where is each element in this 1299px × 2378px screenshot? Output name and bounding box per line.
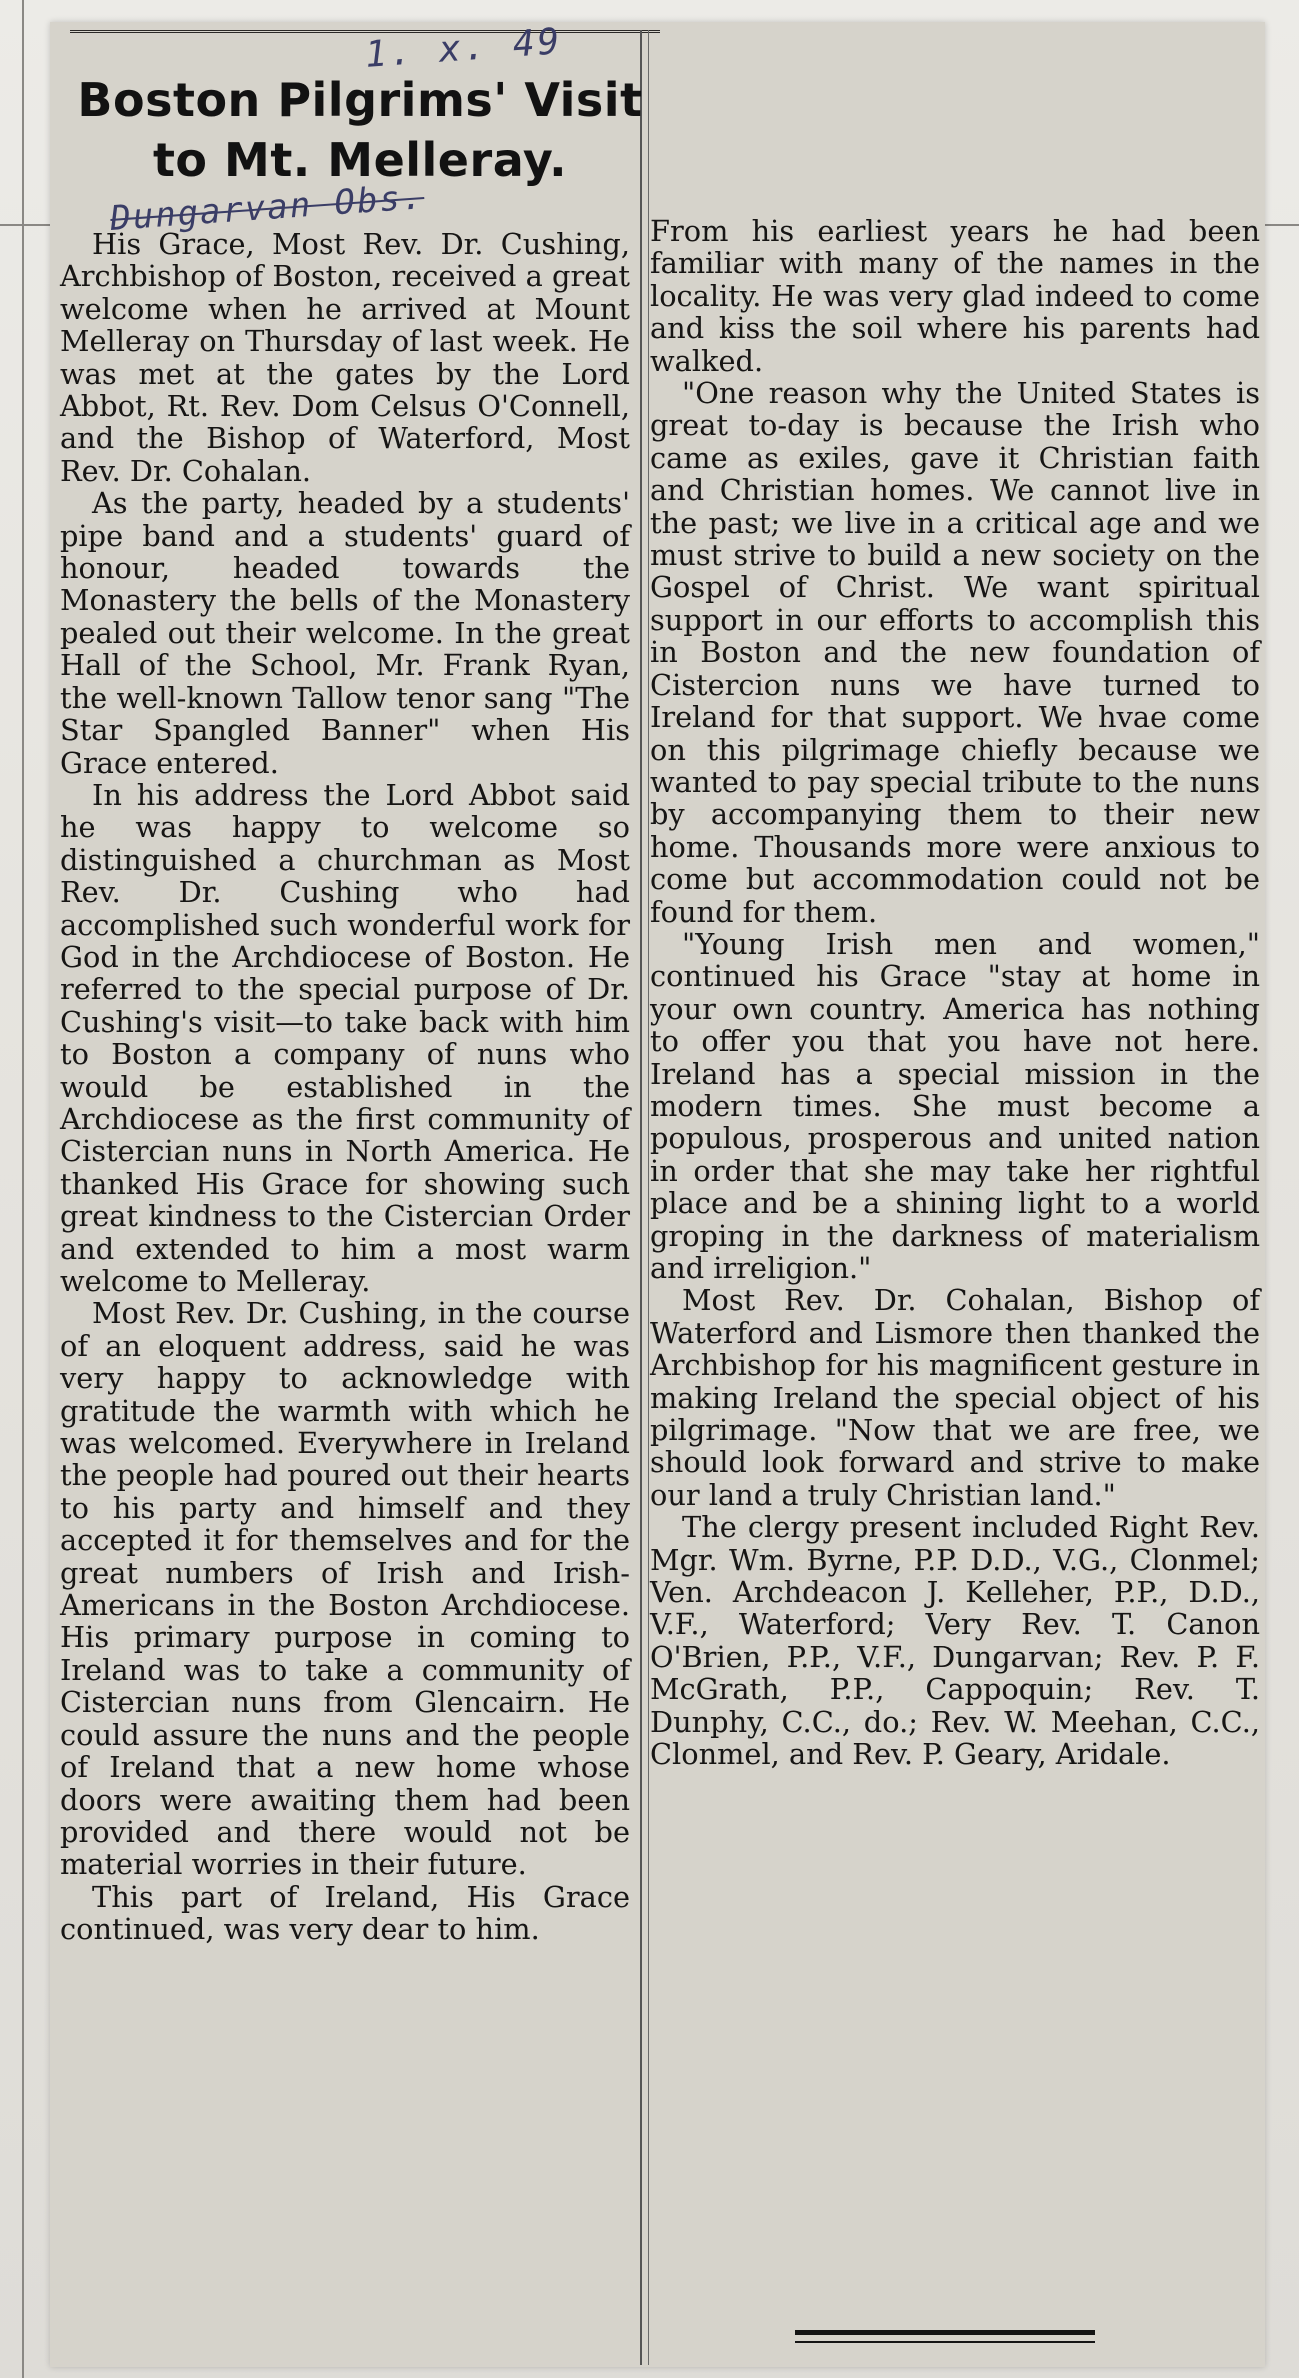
paragraph: From his earliest years he had been familiar with many of the names in the locality. He was very glad indeed to come and kiss the soil where his parents had walked. [650, 214, 1260, 378]
end-rule-thin [795, 2341, 1095, 2343]
headline-top-rule [70, 30, 660, 33]
paragraph: "One reason why the United States is great to-day is because the Irish who came as exiles, gave it Christian faith and Christian homes. We cannot live in the past; we live in a critical age and we must strive to build a new society on the Gospel of Christ. We want spiritual support in our efforts to accomplish this in Boston and the new foundation of Cistercion nuns we have turned to Ireland for that support. We hvae come on this pilgrimage chiefly because we wanted to pay special tribute to the nuns by accompanying them to their new home. Thousands more were anxious to come but accommodation could not be found for them. [650, 376, 1260, 929]
column-divider [640, 30, 642, 2365]
right-column [650, 215, 1260, 1771]
paragraph: In his address the Lord Abbot said he was happy to welcome so distinguished a churchman as Most Rev. Dr. Cushing who had accomplished such wonderful work for God in the Archdiocese of Boston. He referred to the special purpose of Dr. Cushing's visit—to take back with him to Boston a company of nuns who would be established in the Archdiocese as the first community of Cistercian nuns in North America. He thanked His Grace for showing such great kindness to the Cistercian Order and extended to him a most warm welcome to Melleray. [60, 777, 630, 1298]
left-column [60, 228, 630, 1946]
paragraph: This part of Ireland, His Grace continued, was very dear to him. [60, 1879, 630, 1947]
background-rule-left [22, 0, 24, 2378]
paragraph: As the party, headed by a students' pipe band and a students' guard of honour, headed towards the Monastery the bells of the Monastery pealed out their welcome. In the great Hall of the School, Mr. Frank Ryan, the well-known Tallow tenor sang "The Star Spangled Banner" when His Grace entered. [60, 486, 630, 780]
paragraph: His Grace, Most Rev. Dr. Cushing, Archbishop of Boston, received a great welcome when he arrived at Mount Melleray on Thursday of last week. He was met at the gates by the Lord Abbot, Rt. Rev. Dom Celsus O'Connell, and the Bishop of Waterford, Most Rev. Dr. Cohalan. [60, 227, 630, 488]
handwritten-source: Dungarvan Obs. [108, 177, 426, 239]
paragraph: "Young Irish men and women," continued his Grace "stay at home in your own country. America has nothing to offer you that you have not here. Ireland has a special mission in the modern times. She must become a populous, prosperous and united nation in order that she may take her rightful place and be a shining light to a world groping in the darkness of materialism and irreligion." [650, 926, 1260, 1285]
paragraph: Most Rev. Dr. Cohalan, Bishop of Waterford and Lismore then thanked the Archbishop for his magnificent gesture in making Ireland the special object of his pilgrimage. "Now that we are free, we should look forward and strive to make our land a truly Christian land." [650, 1283, 1260, 1512]
end-rule [795, 2330, 1095, 2335]
paragraph: The clergy present included Right Rev. Mgr. Wm. Byrne, P.P. D.D., V.G., Clonmel; Ven. Archdeacon J. Kelleher, P.P., D.D., V.F., Waterford; Very Rev. T. Canon O'Brien, P.P., V.F., Dungarvan; Rev. P. F. McGrath, P.P., Cappoquin; Rev. T. Dunphy, C.C., do.; Rev. W. Meehan, C.C., Clonmel, and Rev. P. Geary, Aridale. [650, 1510, 1260, 1772]
handwritten-date: 1. x. 49 [363, 21, 564, 76]
headline: Boston Pilgrims' Visit to Mt. Melleray. [77, 73, 643, 187]
paragraph: Most Rev. Dr. Cushing, in the course of an eloquent address, said he was very happy to acknowledge with gratitude the warmth with which he was welcomed. Everywhere in Ireland the people had poured out their hearts to his party and himself and they accepted it for themselves and for the great numbers of Irish and Irish-Americans in the Boston Archdiocese. His primary purpose in coming to Ireland was to take a community of Cistercian nuns from Glencairn. He could assure the nuns and the people of Ireland that a new home whose doors were awaiting them had been provided and there would not be material worries in their future. [60, 1296, 630, 1882]
column-divider-inner [648, 30, 649, 2365]
